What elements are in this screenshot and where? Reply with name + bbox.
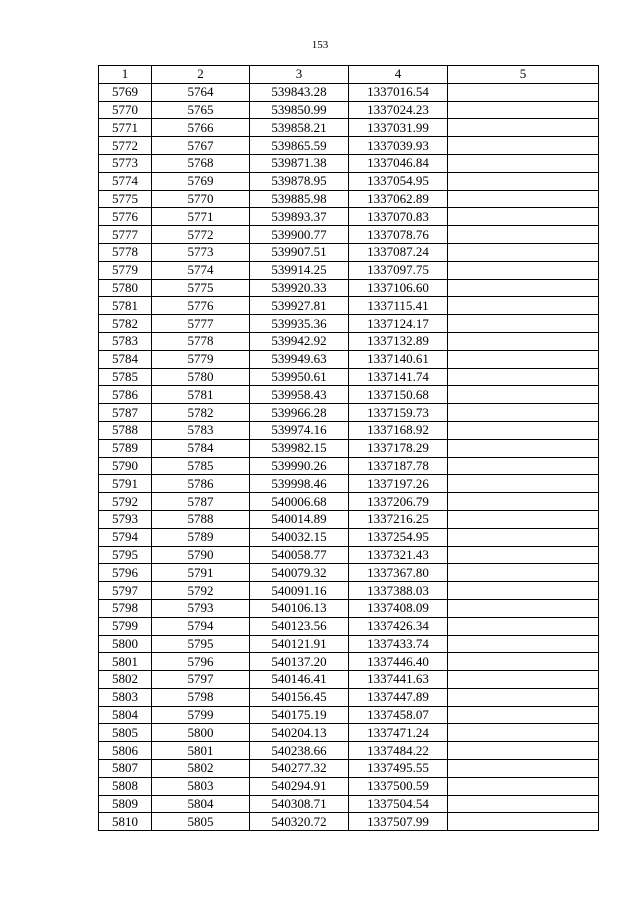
table-cell-col-5	[448, 795, 599, 813]
column-header: 1	[99, 66, 152, 84]
table-cell-col-5	[448, 261, 599, 279]
table-cell-col-5	[448, 617, 599, 635]
table-cell-col-1: 5791	[99, 475, 152, 493]
table-cell-col-2: 5785	[152, 457, 250, 475]
table-cell-col-4: 1337097.75	[349, 261, 448, 279]
table-header-row	[99, 66, 599, 84]
table-row	[99, 172, 599, 190]
table-cell-col-5	[448, 439, 599, 457]
table-cell-col-5	[448, 172, 599, 190]
table-cell-col-3: 540079.32	[250, 564, 349, 582]
table-cell-col-1: 5799	[99, 617, 152, 635]
table-cell-col-1: 5804	[99, 706, 152, 724]
table-row	[99, 83, 599, 101]
table-cell-col-4: 1337507.99	[349, 813, 448, 831]
table-row	[99, 190, 599, 208]
page-number: 153	[311, 39, 329, 51]
table-row	[99, 671, 599, 689]
table-row	[99, 101, 599, 119]
table-row	[99, 137, 599, 155]
table-cell-col-5	[448, 564, 599, 582]
table-cell-col-3: 540308.71	[250, 795, 349, 813]
table-cell-col-4: 1337141.74	[349, 368, 448, 386]
table-cell-col-3: 540204.13	[250, 724, 349, 742]
table-cell-col-2: 5800	[152, 724, 250, 742]
table-cell-col-2: 5799	[152, 706, 250, 724]
table-cell-col-5	[448, 510, 599, 528]
table-cell-col-5	[448, 119, 599, 137]
table-row	[99, 510, 599, 528]
table-cell-col-2: 5791	[152, 564, 250, 582]
table-row	[99, 813, 599, 831]
table-cell-col-5	[448, 226, 599, 244]
table-cell-col-1: 5802	[99, 671, 152, 689]
table-cell-col-2: 5770	[152, 190, 250, 208]
table-cell-col-5	[448, 724, 599, 742]
coordinates-table	[98, 65, 599, 831]
table-cell-col-5	[448, 760, 599, 778]
table-cell-col-3: 539935.36	[250, 315, 349, 333]
table-cell-col-1: 5793	[99, 510, 152, 528]
table-cell-col-2: 5792	[152, 582, 250, 600]
table-cell-col-5	[448, 101, 599, 119]
table-cell-col-3: 539900.77	[250, 226, 349, 244]
table-row	[99, 475, 599, 493]
column-header: 3	[250, 66, 349, 84]
table-cell-col-5	[448, 528, 599, 546]
table-cell-col-4: 1337216.25	[349, 510, 448, 528]
table-cell-col-1: 5803	[99, 688, 152, 706]
table-cell-col-4: 1337106.60	[349, 279, 448, 297]
table-cell-col-5	[448, 154, 599, 172]
table-cell-col-2: 5795	[152, 635, 250, 653]
table-cell-col-2: 5772	[152, 226, 250, 244]
table-cell-col-2: 5779	[152, 350, 250, 368]
column-header: 4	[349, 66, 448, 84]
table-cell-col-4: 1337471.24	[349, 724, 448, 742]
table-row	[99, 119, 599, 137]
table-cell-col-2: 5789	[152, 528, 250, 546]
table-cell-col-4: 1337168.92	[349, 421, 448, 439]
table-cell-col-3: 540294.91	[250, 777, 349, 795]
table-cell-col-4: 1337046.84	[349, 154, 448, 172]
table-cell-col-1: 5786	[99, 386, 152, 404]
table-cell-col-5	[448, 457, 599, 475]
coordinates-table-container	[98, 65, 599, 831]
table-cell-col-1: 5770	[99, 101, 152, 119]
table-cell-col-2: 5796	[152, 653, 250, 671]
table-cell-col-1: 5771	[99, 119, 152, 137]
table-cell-col-2: 5784	[152, 439, 250, 457]
table-row	[99, 635, 599, 653]
table-cell-col-3: 539998.46	[250, 475, 349, 493]
table-cell-col-1: 5806	[99, 742, 152, 760]
table-cell-col-3: 540014.89	[250, 510, 349, 528]
table-cell-col-3: 539858.21	[250, 119, 349, 137]
table-cell-col-2: 5794	[152, 617, 250, 635]
table-cell-col-5	[448, 671, 599, 689]
table-cell-col-1: 5776	[99, 208, 152, 226]
table-cell-col-2: 5769	[152, 172, 250, 190]
table-cell-col-3: 539949.63	[250, 350, 349, 368]
table-cell-col-3: 540175.19	[250, 706, 349, 724]
table-cell-col-1: 5805	[99, 724, 152, 742]
table-cell-col-3: 539927.81	[250, 297, 349, 315]
table-cell-col-2: 5801	[152, 742, 250, 760]
table-cell-col-4: 1337178.29	[349, 439, 448, 457]
table-cell-col-2: 5787	[152, 493, 250, 511]
table-cell-col-1: 5780	[99, 279, 152, 297]
table-row	[99, 688, 599, 706]
table-cell-col-3: 540058.77	[250, 546, 349, 564]
table-cell-col-1: 5772	[99, 137, 152, 155]
table-cell-col-2: 5788	[152, 510, 250, 528]
table-cell-col-2: 5767	[152, 137, 250, 155]
table-cell-col-1: 5800	[99, 635, 152, 653]
table-cell-col-5	[448, 421, 599, 439]
table-cell-col-4: 1337433.74	[349, 635, 448, 653]
table-cell-col-5	[448, 813, 599, 831]
table-row	[99, 653, 599, 671]
table-cell-col-3: 539914.25	[250, 261, 349, 279]
table-cell-col-3: 540137.20	[250, 653, 349, 671]
table-row	[99, 724, 599, 742]
table-cell-col-3: 539974.16	[250, 421, 349, 439]
table-cell-col-4: 1337124.17	[349, 315, 448, 333]
table-row	[99, 599, 599, 617]
table-cell-col-5	[448, 599, 599, 617]
table-row	[99, 528, 599, 546]
table-cell-col-2: 5805	[152, 813, 250, 831]
table-row	[99, 208, 599, 226]
table-cell-col-3: 540091.16	[250, 582, 349, 600]
table-row	[99, 279, 599, 297]
table-cell-col-1: 5778	[99, 243, 152, 261]
table-cell-col-1: 5809	[99, 795, 152, 813]
table-cell-col-3: 540146.41	[250, 671, 349, 689]
table-cell-col-5	[448, 475, 599, 493]
table-cell-col-4: 1337447.89	[349, 688, 448, 706]
table-cell-col-3: 539966.28	[250, 404, 349, 422]
table-cell-col-2: 5775	[152, 279, 250, 297]
table-row	[99, 582, 599, 600]
table-cell-col-2: 5773	[152, 243, 250, 261]
table-cell-col-5	[448, 332, 599, 350]
table-row	[99, 261, 599, 279]
table-cell-col-2: 5776	[152, 297, 250, 315]
table-cell-col-3: 539893.37	[250, 208, 349, 226]
table-cell-col-1: 5789	[99, 439, 152, 457]
table-cell-col-3: 540006.68	[250, 493, 349, 511]
table-cell-col-2: 5797	[152, 671, 250, 689]
table-row	[99, 777, 599, 795]
table-cell-col-3: 540121.91	[250, 635, 349, 653]
table-cell-col-2: 5786	[152, 475, 250, 493]
table-cell-col-4: 1337495.55	[349, 760, 448, 778]
table-cell-col-4: 1337039.93	[349, 137, 448, 155]
table-row	[99, 404, 599, 422]
table-cell-col-4: 1337426.34	[349, 617, 448, 635]
table-cell-col-4: 1337087.24	[349, 243, 448, 261]
table-cell-col-4: 1337062.89	[349, 190, 448, 208]
table-cell-col-5	[448, 706, 599, 724]
table-cell-col-5	[448, 404, 599, 422]
table-cell-col-5	[448, 368, 599, 386]
table-cell-col-1: 5775	[99, 190, 152, 208]
table-cell-col-4: 1337078.76	[349, 226, 448, 244]
table-cell-col-1: 5810	[99, 813, 152, 831]
table-cell-col-3: 540106.13	[250, 599, 349, 617]
table-cell-col-5	[448, 208, 599, 226]
table-cell-col-4: 1337159.73	[349, 404, 448, 422]
table-cell-col-3: 539958.43	[250, 386, 349, 404]
table-cell-col-1: 5777	[99, 226, 152, 244]
table-cell-col-1: 5782	[99, 315, 152, 333]
table-cell-col-5	[448, 137, 599, 155]
table-cell-col-5	[448, 297, 599, 315]
table-cell-col-2: 5782	[152, 404, 250, 422]
table-cell-col-3: 539982.15	[250, 439, 349, 457]
table-cell-col-3: 539907.51	[250, 243, 349, 261]
table-cell-col-4: 1337115.41	[349, 297, 448, 315]
table-cell-col-4: 1337070.83	[349, 208, 448, 226]
table-cell-col-5	[448, 315, 599, 333]
table-cell-col-5	[448, 777, 599, 795]
table-cell-col-4: 1337140.61	[349, 350, 448, 368]
table-cell-col-1: 5773	[99, 154, 152, 172]
table-cell-col-2: 5764	[152, 83, 250, 101]
table-cell-col-3: 540123.56	[250, 617, 349, 635]
table-cell-col-4: 1337206.79	[349, 493, 448, 511]
table-cell-col-4: 1337458.07	[349, 706, 448, 724]
table-cell-col-1: 5781	[99, 297, 152, 315]
table-cell-col-1: 5807	[99, 760, 152, 778]
column-header: 2	[152, 66, 250, 84]
table-row	[99, 368, 599, 386]
table-cell-col-1: 5796	[99, 564, 152, 582]
table-cell-col-4: 1337321.43	[349, 546, 448, 564]
table-cell-col-3: 540156.45	[250, 688, 349, 706]
table-cell-col-2: 5766	[152, 119, 250, 137]
table-cell-col-3: 539990.26	[250, 457, 349, 475]
table-cell-col-2: 5783	[152, 421, 250, 439]
table-cell-col-5	[448, 386, 599, 404]
table-cell-col-3: 540277.32	[250, 760, 349, 778]
table-cell-col-5	[448, 190, 599, 208]
table-cell-col-4: 1337132.89	[349, 332, 448, 350]
table-cell-col-1: 5769	[99, 83, 152, 101]
table-cell-col-1: 5783	[99, 332, 152, 350]
table-cell-col-4: 1337388.03	[349, 582, 448, 600]
table-cell-col-2: 5803	[152, 777, 250, 795]
table-cell-col-2: 5768	[152, 154, 250, 172]
table-cell-col-1: 5808	[99, 777, 152, 795]
table-cell-col-1: 5787	[99, 404, 152, 422]
table-cell-col-2: 5778	[152, 332, 250, 350]
table-cell-col-4: 1337150.68	[349, 386, 448, 404]
table-cell-col-4: 1337016.54	[349, 83, 448, 101]
table-cell-col-5	[448, 279, 599, 297]
table-cell-col-2: 5774	[152, 261, 250, 279]
table-cell-col-1: 5774	[99, 172, 152, 190]
table-cell-col-3: 539850.99	[250, 101, 349, 119]
table-cell-col-2: 5777	[152, 315, 250, 333]
table-row	[99, 795, 599, 813]
table-cell-col-5	[448, 635, 599, 653]
table-row	[99, 564, 599, 582]
table-cell-col-4: 1337197.26	[349, 475, 448, 493]
table-row	[99, 243, 599, 261]
table-cell-col-3: 539950.61	[250, 368, 349, 386]
table-cell-col-4: 1337024.23	[349, 101, 448, 119]
table-cell-col-4: 1337441.63	[349, 671, 448, 689]
table-cell-col-5	[448, 582, 599, 600]
table-row	[99, 315, 599, 333]
table-cell-col-4: 1337054.95	[349, 172, 448, 190]
table-cell-col-3: 539942.92	[250, 332, 349, 350]
table-cell-col-1: 5788	[99, 421, 152, 439]
table-cell-col-4: 1337031.99	[349, 119, 448, 137]
table-cell-col-1: 5790	[99, 457, 152, 475]
table-cell-col-1: 5792	[99, 493, 152, 511]
table-cell-col-2: 5781	[152, 386, 250, 404]
table-cell-col-2: 5802	[152, 760, 250, 778]
table-row	[99, 760, 599, 778]
column-header: 5	[448, 66, 599, 84]
table-row	[99, 154, 599, 172]
table-row	[99, 617, 599, 635]
table-cell-col-5	[448, 493, 599, 511]
table-row	[99, 457, 599, 475]
table-cell-col-3: 540238.66	[250, 742, 349, 760]
table-cell-col-2: 5798	[152, 688, 250, 706]
table-cell-col-4: 1337254.95	[349, 528, 448, 546]
table-cell-col-5	[448, 83, 599, 101]
table-cell-col-5	[448, 350, 599, 368]
table-cell-col-3: 540320.72	[250, 813, 349, 831]
table-cell-col-2: 5780	[152, 368, 250, 386]
table-cell-col-2: 5771	[152, 208, 250, 226]
table-cell-col-5	[448, 688, 599, 706]
table-cell-col-4: 1337500.59	[349, 777, 448, 795]
table-row	[99, 297, 599, 315]
table-cell-col-4: 1337187.78	[349, 457, 448, 475]
table-row	[99, 706, 599, 724]
table-cell-col-3: 539843.28	[250, 83, 349, 101]
table-cell-col-3: 539871.38	[250, 154, 349, 172]
table-cell-col-5	[448, 742, 599, 760]
table-row	[99, 493, 599, 511]
table-cell-col-4: 1337446.40	[349, 653, 448, 671]
table-cell-col-3: 539885.98	[250, 190, 349, 208]
table-row	[99, 546, 599, 564]
table-cell-col-2: 5790	[152, 546, 250, 564]
table-cell-col-3: 540032.15	[250, 528, 349, 546]
table-row	[99, 386, 599, 404]
table-cell-col-3: 539865.59	[250, 137, 349, 155]
table-row	[99, 226, 599, 244]
table-row	[99, 439, 599, 457]
table-cell-col-1: 5801	[99, 653, 152, 671]
table-row	[99, 421, 599, 439]
table-body	[99, 83, 599, 830]
table-cell-col-4: 1337367.80	[349, 564, 448, 582]
table-row	[99, 742, 599, 760]
table-cell-col-4: 1337484.22	[349, 742, 448, 760]
table-cell-col-1: 5797	[99, 582, 152, 600]
table-row	[99, 332, 599, 350]
table-cell-col-1: 5794	[99, 528, 152, 546]
table-cell-col-4: 1337504.54	[349, 795, 448, 813]
table-cell-col-1: 5779	[99, 261, 152, 279]
table-cell-col-5	[448, 243, 599, 261]
table-cell-col-1: 5785	[99, 368, 152, 386]
table-cell-col-1: 5784	[99, 350, 152, 368]
table-cell-col-1: 5798	[99, 599, 152, 617]
table-cell-col-3: 539878.95	[250, 172, 349, 190]
table-cell-col-3: 539920.33	[250, 279, 349, 297]
table-cell-col-2: 5804	[152, 795, 250, 813]
table-cell-col-5	[448, 653, 599, 671]
table-cell-col-2: 5765	[152, 101, 250, 119]
table-cell-col-1: 5795	[99, 546, 152, 564]
table-cell-col-4: 1337408.09	[349, 599, 448, 617]
table-cell-col-5	[448, 546, 599, 564]
table-row	[99, 350, 599, 368]
table-cell-col-2: 5793	[152, 599, 250, 617]
